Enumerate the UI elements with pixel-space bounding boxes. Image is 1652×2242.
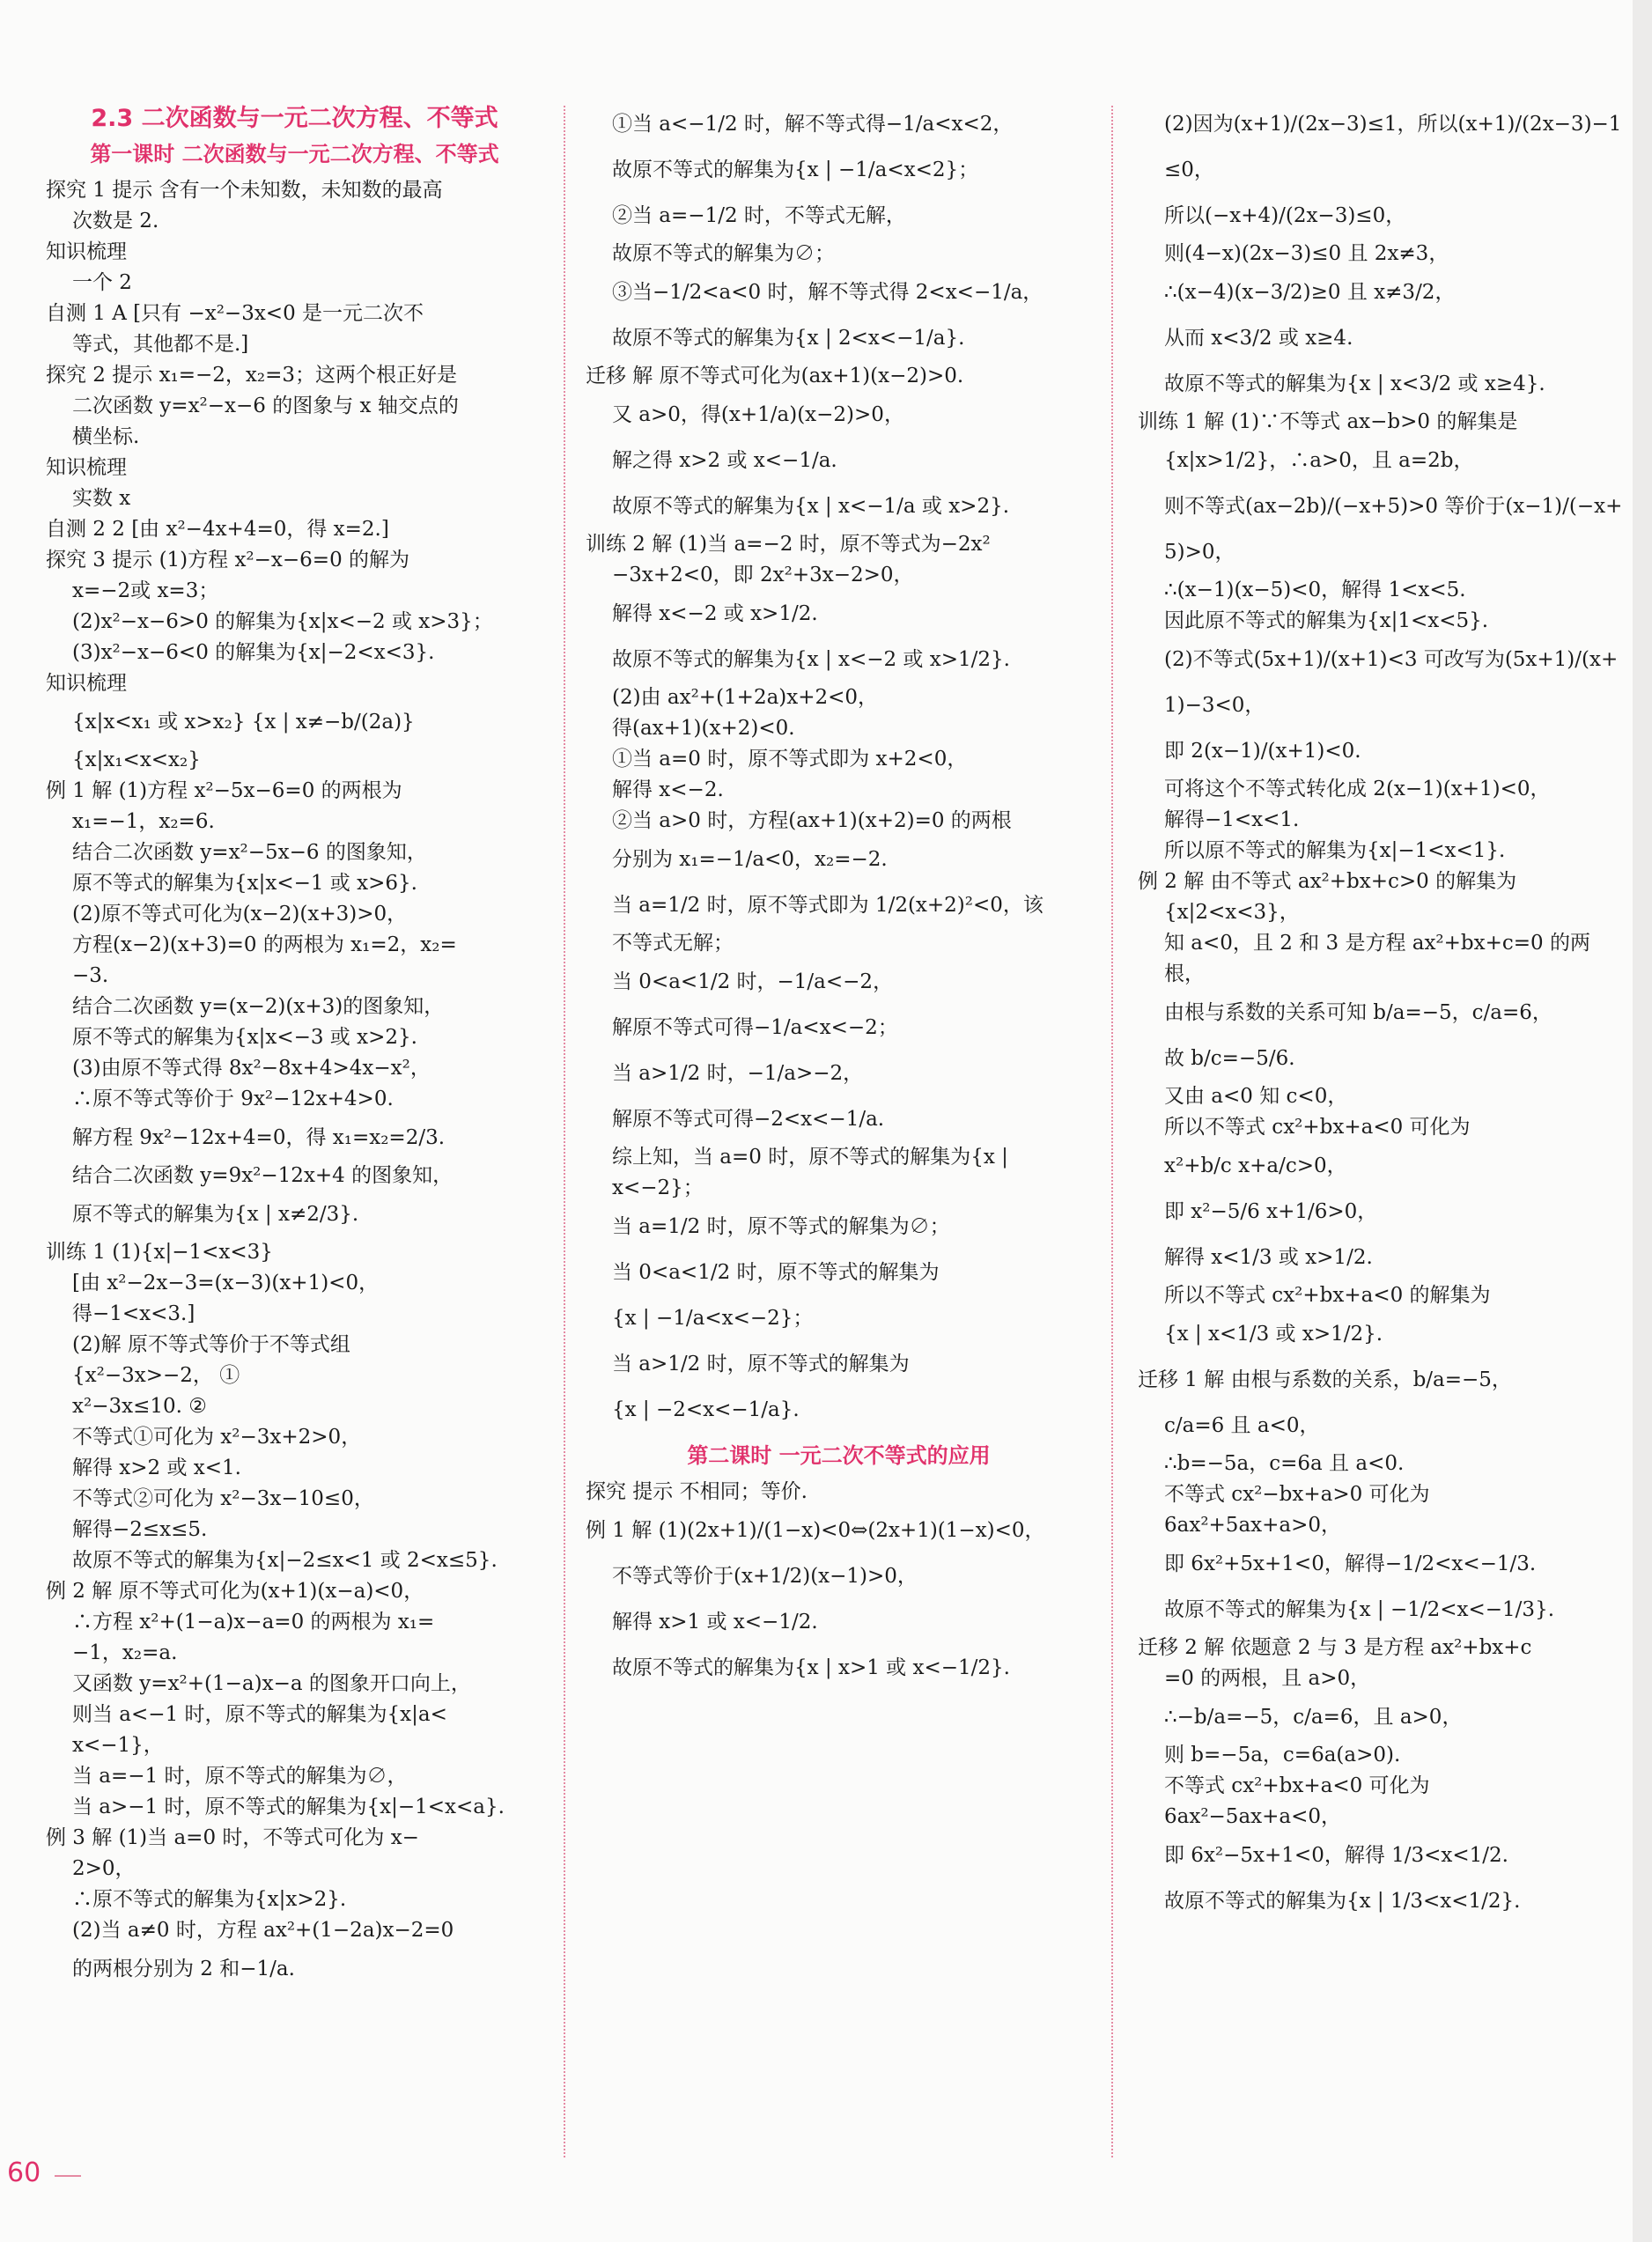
mid-lines-a-line: −3x+2<0，即 2x²+3x−2>0， [612,564,914,586]
left-lines-line: 实数 x [72,487,131,510]
left-lines-line: 解得−2≤x≤5. [72,1518,208,1541]
left-lines-line: 原不等式的解集为{x|x<−3 或 x>2}. [72,1026,417,1049]
left-lines-line: 原不等式的解集为{x | x≠2/3}. [72,1203,359,1226]
right-lines-line: =0 的两根，且 a>0， [1164,1667,1371,1690]
mid-lines-a-line: 当 0<a<1/2 时，−1/a<−2， [612,970,894,993]
left-lines-line: x²−3x≤10. ② [72,1395,207,1418]
left-lines-line: 等式，其他都不是.] [72,333,249,356]
left-lines-line: 的两根分别为 2 和−1/a. [72,1958,295,1980]
right-lines-line: 所以不等式 cx²+bx+a<0 可化为 [1164,1116,1471,1139]
left-lines-line: (3)x²−x−6<0 的解集为{x|−2<x<3}. [72,641,435,664]
mid-lines-b-line: 探究 提示 不相同；等价. [586,1480,808,1503]
mid-lines-a-line: 得(ax+1)(x+2)<0. [612,717,795,740]
right-lines-line: (2)不等式(5x+1)/(x+1)<3 可改写为(5x+1)/(x+1)−3<0， [1164,648,1619,717]
mid-lines-a-line: 当 0<a<1/2 时，原不等式的解集为 [612,1261,940,1284]
mid-lines-a-line: 故原不等式的解集为{x | −1/a<x<2}； [612,159,979,181]
mid-lines-a-line: 当 a>1/2 时，原不等式的解集为 [612,1353,910,1375]
mid-lines-a-line: ①当 a<−1/2 时，解不等式得−1/a<x<2， [612,113,1014,136]
left-lines-line: x<−1}， [72,1734,164,1757]
right-lines-line: (2)因为(x+1)/(2x−3)≤1，所以(x+1)/(2x−3)−1≤0， [1164,113,1622,181]
left-lines-line: 原不等式的解集为{x|x<−1 或 x>6}. [72,872,417,895]
lesson-title-second: 第二课时 一元二次不等式的应用 [687,1443,991,1468]
left-lines [46,175,543,1992]
right-lines-line: 可将这个不等式转化成 2(x−1)(x+1)<0， [1164,778,1551,800]
right-lines-line: 知 a<0，且 2 和 3 是方程 ax²+bx+c=0 的两根， [1164,932,1590,985]
left-lines-line: 例 1 解 (1)方程 x²−5x−6=0 的两根为 [46,779,402,802]
left-column [46,101,543,2153]
mid-lines-a-line: ②当 a=−1/2 时，不等式无解， [612,204,906,227]
left-lines-line: −1，x₂=a. [72,1641,178,1664]
right-lines-line: 不等式 cx²−bx+a>0 可化为 [1164,1483,1430,1506]
left-lines-line: 方程(x−2)(x+3)=0 的两根为 x₁=2，x₂= [72,933,457,956]
right-lines-line: 迁移 2 解 依题意 2 与 3 是方程 ax²+bx+c [1138,1636,1532,1659]
left-lines-line: 不等式①可化为 x²−3x+2>0， [72,1426,362,1449]
right-lines-line: 6ax²+5ax+a>0， [1164,1514,1342,1537]
left-lines-line: 知识梳理 [46,240,127,263]
left-lines-line: {x²−3x>−2， ① [72,1364,240,1387]
right-lines-line: 即 2(x−1)/(x+1)<0. [1164,740,1361,763]
left-lines-line: 则当 a<−1 时，原不等式的解集为{x|a< [72,1703,447,1726]
left-lines-line: 一个 2 [72,271,132,294]
mid-lines-a-line: 不等式无解； [612,932,734,955]
left-lines-line: 解方程 9x²−12x+4=0，得 x₁=x₂=2/3. [72,1126,446,1149]
middle-lines-after [586,1477,1092,1691]
mid-lines-a-line: 解之得 x>2 或 x<−1/a. [612,449,837,472]
page-number: 60 [7,2157,41,2188]
left-lines-line: ∴原不等式等价于 9x²−12x+4>0. [72,1088,394,1110]
left-lines-line: 结合二次函数 y=x²−5x−6 的图象知， [72,841,427,864]
right-lines-line: 故原不等式的解集为{x | x<3/2 或 x≥4}. [1164,372,1545,395]
left-lines-line: 例 2 解 原不等式可化为(x+1)(x−a)<0， [46,1580,424,1603]
right-lines-line: {x | x<1/3 或 x>1/2}. [1164,1323,1383,1346]
right-lines-line: 则不等式(ax−2b)/(−x+5)>0 等价于(x−1)/(−x+5)>0， [1164,495,1623,564]
left-lines-line: 当 a=−1 时，原不等式的解集为∅， [72,1765,408,1788]
right-lines-line: 则(4−x)(2x−3)≤0 且 2x≠3， [1164,242,1449,265]
right-lines-line: 迁移 1 解 由根与系数的关系，b/a=−5， [1138,1368,1512,1391]
mid-lines-a-line: 解原不等式可得−1/a<x<−2； [612,1016,898,1039]
right-lines-line: 解得−1<x<1. [1164,808,1300,831]
mid-lines-a-line: 解原不等式可得−2<x<−1/a. [612,1108,885,1131]
right-lines-line: 故 b/c=−5/6. [1164,1047,1295,1070]
mid-lines-b-line: 不等式等价于(x+1/2)(x−1)>0， [612,1565,918,1588]
left-lines-line: −3. [72,964,109,987]
left-lines-line: ∴方程 x²+(1−a)x−a=0 的两根为 x₁= [72,1611,435,1634]
mid-lines-a-line: ②当 a>0 时，方程(ax+1)(x+2)=0 的两根 [612,809,1012,832]
column-divider-1 [564,106,565,2157]
mid-lines-a-line: 又 a>0，得(x+1/a)(x−2)>0， [612,403,904,426]
mid-lines-a-line: 训练 2 解 (1)当 a=−2 时，原不等式为−2x² [586,533,991,556]
right-lines-line: 又由 a<0 知 c<0， [1164,1085,1348,1108]
left-lines-line: (2)x²−x−6>0 的解集为{x|x<−2 或 x>3}； [72,610,493,633]
right-lines-line: 即 6x²+5x+1<0，解得−1/2<x<−1/3. [1164,1552,1537,1575]
left-lines-line: {x|x<x₁ 或 x>x₂} {x | x≠−b/(2a)} [72,711,415,734]
right-lines-line: ∴(x−1)(x−5)<0，解得 1<x<5. [1164,579,1466,601]
left-lines-line: (2)原不等式可化为(x−2)(x+3)>0， [72,903,408,926]
left-lines-line: 不等式②可化为 x²−3x−10≤0， [72,1487,374,1510]
left-lines-line: 得−1<x<3.] [72,1302,195,1325]
right-lines-line: 即 6x²−5x+1<0，解得 1/3<x<1/2. [1164,1844,1508,1867]
left-lines-line: 当 a>−1 时，原不等式的解集为{x|−1<x<a}. [72,1796,505,1818]
left-lines-line: 探究 3 提示 (1)方程 x²−x−6=0 的解为 [46,549,410,572]
right-lines-line: 则 b=−5a，c=6a(a>0). [1164,1744,1401,1766]
mid-lines-a-line: 故原不等式的解集为∅； [612,242,835,265]
mid-lines-a-line: {x | −1/a<x<−2}； [612,1307,814,1330]
left-lines-line: 解得 x>2 或 x<1. [72,1457,241,1479]
right-lines-line: 6ax²−5ax+a<0， [1164,1805,1342,1828]
mid-lines-a-line: 分别为 x₁=−1/a<0，x₂=−2. [612,848,888,871]
right-lines [1138,101,1626,1924]
left-lines-line: [由 x²−2x−3=(x−3)(x+1)<0， [72,1272,380,1294]
right-column [1138,101,1626,2153]
mid-lines-a-line: 解得 x<−2 或 x>1/2. [612,602,818,625]
mid-lines-b-line: 故原不等式的解集为{x | x>1 或 x<−1/2}. [612,1656,1010,1679]
page-edge [1633,0,1652,2242]
middle-lines-before [586,101,1092,1433]
page-number-rule [55,2175,81,2177]
right-lines-line: ∴b=−5a，c=6a 且 a<0. [1164,1452,1405,1475]
left-lines-line: x=−2或 x=3； [72,579,219,602]
right-lines-line: c/a=6 且 a<0， [1164,1414,1320,1437]
right-lines-line: x²+b/c x+a/c>0， [1164,1154,1347,1177]
left-lines-line: 又函数 y=x²+(1−a)x−a 的图象开口向上， [72,1672,471,1695]
left-lines-line: 次数是 2. [72,210,159,232]
right-lines-line: 从而 x<3/2 或 x≥4. [1164,327,1353,350]
right-lines-line: {x|x>1/2}，∴a>0，且 a=2b， [1164,449,1474,472]
middle-column [586,101,1092,2153]
section-title: 2.3 二次函数与一元二次方程、不等式 [91,105,498,132]
mid-lines-a-line: {x | −2<x<−1/a}. [612,1398,800,1421]
mid-lines-a-line: ③当−1/2<a<0 时，解不等式得 2<x<−1/a， [612,281,1044,304]
left-lines-line: (2)解 原不等式等价于不等式组 [72,1333,350,1356]
right-lines-line: 解得 x<1/3 或 x>1/2. [1164,1246,1373,1269]
mid-lines-a-line: 迁移 解 原不等式可化为(ax+1)(x−2)>0. [586,365,964,387]
right-lines-line: 故原不等式的解集为{x | −1/2<x<−1/3}. [1164,1598,1555,1621]
left-lines-line: 探究 2 提示 x₁=−2，x₂=3；这两个根正好是 [46,364,458,387]
mid-lines-a-line: 当 a=1/2 时，原不等式即为 1/2(x+2)²<0，该 [612,894,1044,917]
right-lines-line: 不等式 cx²+bx+a<0 可化为 [1164,1774,1430,1797]
right-lines-line: 由根与系数的关系可知 b/a=−5，c/a=6， [1164,1001,1552,1024]
right-lines-line: ∴(x−4)(x−3/2)≥0 且 x≠3/2， [1164,281,1456,304]
right-lines-line: 所以不等式 cx²+bx+a<0 的解集为 [1164,1284,1491,1307]
left-lines-line: 训练 1 (1){x|−1<x<3} [46,1241,273,1264]
mid-lines-a-line: 故原不等式的解集为{x | x<−1/a 或 x>2}. [612,495,1010,518]
left-lines-line: 知识梳理 [46,456,127,479]
left-lines-line: x₁=−1，x₂=6. [72,810,215,833]
mid-lines-b-line: 例 1 解 (1)(2x+1)/(1−x)<0⇔(2x+1)(1−x)<0， [586,1519,1045,1542]
left-lines-line: 探究 1 提示 含有一个未知数，未知数的最高 [46,179,443,202]
left-lines-line: ∴原不等式的解集为{x|x>2}. [72,1888,347,1911]
mid-lines-a-line: 故原不等式的解集为{x | 2<x<−1/a}. [612,327,965,350]
right-lines-line: 所以(−x+4)/(2x−3)≤0， [1164,204,1406,227]
mid-lines-a-line: 故原不等式的解集为{x | x<−2 或 x>1/2}. [612,648,1010,671]
left-lines-line: 结合二次函数 y=(x−2)(x+3)的图象知， [72,995,445,1018]
mid-lines-a-line: 解得 x<−2. [612,778,724,801]
mid-lines-b-line: 解得 x>1 或 x<−1/2. [612,1611,818,1634]
left-lines-line: 自测 1 A [只有 −x²−3x<0 是一元二次不 [46,302,424,325]
right-lines-line: {x|2<x<3}， [1164,901,1300,924]
mid-lines-a-line: x<−2}； [612,1176,704,1199]
left-lines-line: 知识梳理 [46,672,127,695]
right-lines-line: 因此原不等式的解集为{x|1<x<5}. [1164,609,1489,632]
lesson-title-first: 第一课时 二次函数与一元二次方程、不等式 [90,142,499,166]
column-divider-2 [1111,106,1113,2157]
left-lines-line: (2)当 a≠0 时，方程 ax²+(1−2a)x−2=0 [72,1919,454,1942]
mid-lines-a-line: ①当 a=0 时，原不等式即为 x+2<0， [612,748,968,771]
left-lines-line: 2>0， [72,1857,136,1880]
left-lines-line: {x|x₁<x<x₂} [72,749,201,771]
left-lines-line: (3)由原不等式得 8x²−8x+4>4x−x²， [72,1057,431,1080]
mid-lines-a-line: (2)由 ax²+(1+2a)x+2<0， [612,686,879,709]
right-lines-line: ∴−b/a=−5，c/a=6，且 a>0， [1164,1706,1463,1729]
left-lines-line: 横坐标. [72,425,140,448]
right-lines-line: 即 x²−5/6 x+1/6>0， [1164,1200,1378,1223]
left-lines-line: 结合二次函数 y=9x²−12x+4 的图象知， [72,1164,454,1187]
left-lines-line: 例 3 解 (1)当 a=0 时，不等式可化为 x− [46,1826,419,1849]
mid-lines-a-line: 综上知，当 a=0 时，原不等式的解集为{x | [612,1146,1008,1169]
left-lines-line: 自测 2 2 [由 x²−4x+4=0，得 x=2.] [46,518,389,541]
right-lines-line: 训练 1 解 (1)∵不等式 ax−b>0 的解集是 [1138,410,1518,433]
right-lines-line: 所以原不等式的解集为{x|−1<x<1}. [1164,839,1506,862]
left-lines-line: 二次函数 y=x²−x−6 的图象与 x 轴交点的 [72,395,459,417]
right-lines-line: 例 2 解 由不等式 ax²+bx+c>0 的解集为 [1138,870,1517,893]
mid-lines-a-line: 当 a>1/2 时，−1/a>−2， [612,1062,864,1085]
right-lines-line: 故原不等式的解集为{x | 1/3<x<1/2}. [1164,1890,1521,1913]
mid-lines-a-line: 当 a=1/2 时，原不等式的解集为∅； [612,1215,950,1238]
left-lines-line: 故原不等式的解集为{x|−2≤x<1 或 2<x≤5}. [72,1549,498,1572]
